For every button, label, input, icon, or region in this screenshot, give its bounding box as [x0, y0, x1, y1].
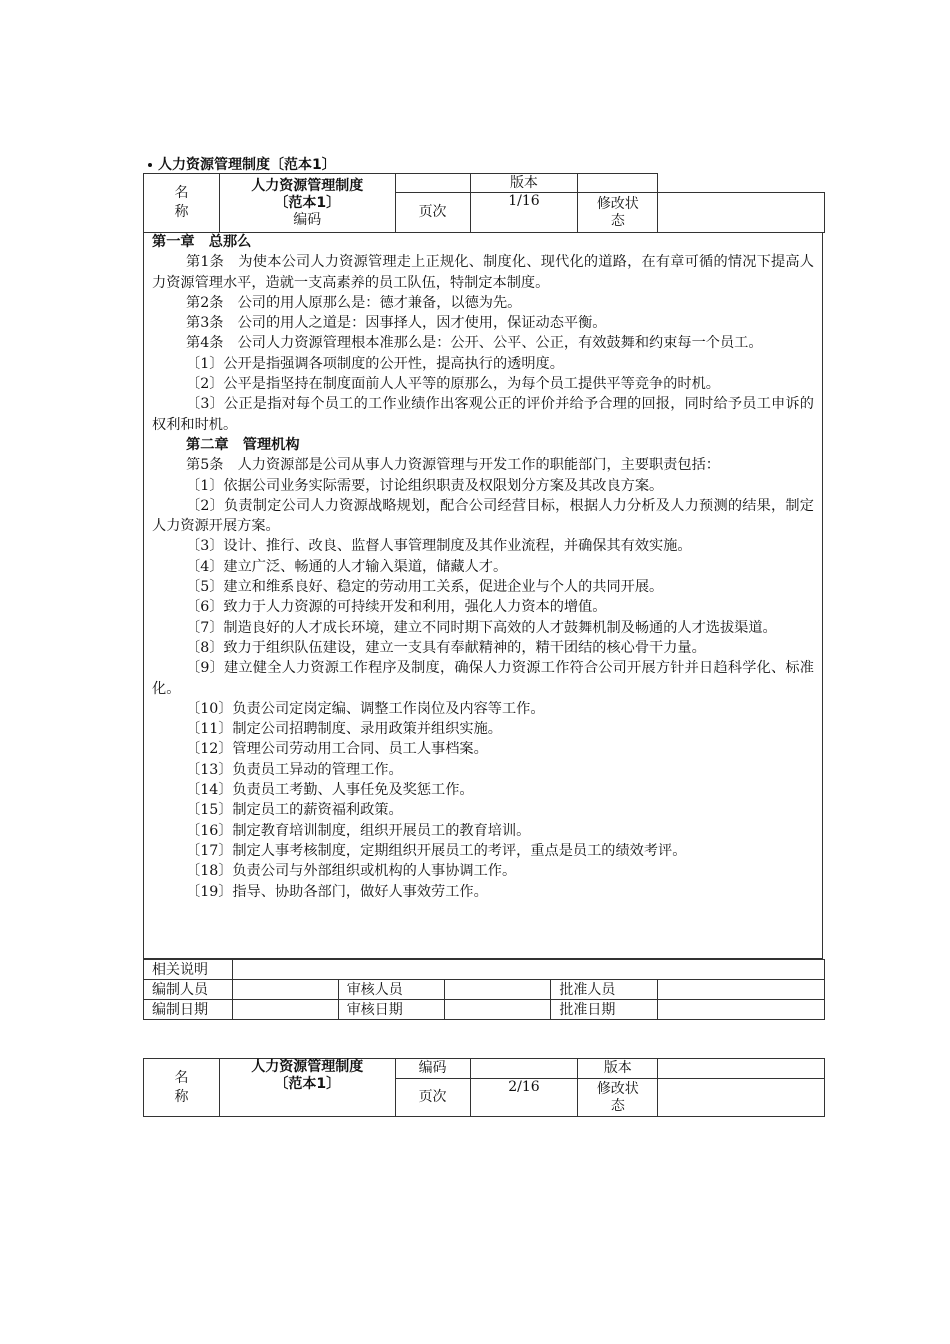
bullet-icon	[148, 163, 152, 167]
code-value	[395, 174, 470, 193]
page-value: 2/16	[470, 1079, 578, 1117]
code-label: 编码	[293, 211, 322, 228]
duty-item: 〔2〕负责制定公司人力资源战略规划，配合公司经营目标，根据人力分析及人力预测的结果，制定人力资源开展方案。	[152, 497, 814, 535]
reviewed-date-value	[444, 1000, 551, 1020]
duty-item: 〔6〕致力于人力资源的可持续开发和利用，强化人力资本的增值。	[186, 599, 607, 616]
duty-item: 〔10〕负责公司定岗定编、调整工作岗位及内容等工作。	[186, 700, 545, 717]
article: 第4条 公司人力资源管理根本准那么是：公开、公平、公正，有效鼓舞和约束每一个员工。	[186, 335, 763, 352]
code-label: 编码	[395, 1059, 470, 1079]
approved-date-label: 批准日期	[551, 1000, 658, 1020]
article-item: 〔1〕公开是指强调各项制度的公开性，提高执行的透明度。	[186, 355, 564, 372]
duty-item: 〔3〕设计、推行、改良、监督人事管理制度及其作业流程，并确保其有效实施。	[186, 538, 692, 555]
duty-item: 〔8〕致力于组织队伍建设，建立一支具有奉献精神的，精干团结的核心骨干力量。	[186, 639, 706, 656]
duty-item: 〔15〕制定员工的薪资福利政策。	[186, 802, 403, 819]
version-value	[658, 1059, 825, 1079]
prepared-date-label: 编制日期	[144, 1000, 233, 1020]
status-label: 修改状 态	[578, 193, 658, 233]
article-item: 〔3〕公正是指对每个员工的工作业绩作出客观公正的评价并给予合理的回报，同时给予员工申诉的权利和时机。	[152, 396, 814, 433]
reviewed-date-label: 审核日期	[338, 1000, 444, 1020]
chapter-heading: 第二章 管理机构	[186, 436, 300, 453]
heading-text: 人力资源管理制度〔范本1〕	[158, 157, 336, 173]
version-label: 版本	[578, 1059, 658, 1079]
related-value	[232, 960, 824, 980]
signoff-table	[143, 959, 825, 1020]
article-item: 〔2〕公平是指坚持在制度面前人人平等的原那么，为每个员工提供平等竞争的时机。	[186, 376, 720, 393]
duty-item: 〔5〕建立和维系良好、稳定的劳动用工关系，促进企业与个人的共同开展。	[186, 579, 664, 596]
duty-item: 〔11〕制定公司招聘制度、录用政策并组织实施。	[186, 721, 502, 738]
status-value	[658, 193, 825, 233]
article: 第1条 为使本公司人力资源管理走上正规化、制度化、现代化的道路，在有章可循的情况下提高人力资源管理水平，造就一支高素养的员工队伍，特制定本制度。	[152, 254, 814, 291]
status-value	[658, 1079, 825, 1117]
duty-item: 〔7〕制造良好的人才成长环境，建立不同时期下高效的人才鼓舞机制及畅通的人才选拔渠道。	[186, 619, 777, 636]
doc-title-cell	[219, 1059, 395, 1117]
duty-item: 〔17〕制定人事考核制度，定期组织开展员工的考评，重点是员工的绩效考评。	[186, 842, 687, 859]
status-label: 修改状 态	[578, 1079, 658, 1117]
duty-item: 〔16〕制定教育培训制度，组织开展员工的教育培训。	[186, 822, 531, 839]
duty-item: 〔9〕建立健全人力资源工作程序及制度，确保人力资源工作符合公司开展方针并日趋科学化、标准化。	[152, 660, 814, 697]
header-table-1	[143, 173, 825, 233]
doc-title: 人力资源管理制度	[251, 177, 364, 194]
approved-by-value	[658, 980, 825, 1000]
document-body	[143, 232, 823, 959]
duty-item: 〔18〕负责公司与外部组织或机构的人事协调工作。	[186, 863, 517, 880]
page-label: 页次	[395, 193, 470, 233]
approved-date-value	[658, 1000, 825, 1020]
duty-item: 〔12〕管理公司劳动用工合同、员工人事档案。	[186, 741, 488, 758]
chapter-heading: 第一章 总那么	[152, 234, 252, 250]
document-heading	[148, 154, 336, 174]
name-label: 名 称	[144, 174, 220, 233]
approved-by-label: 批准人员	[551, 980, 658, 1000]
doc-title: 人力资源管理制度	[251, 1059, 364, 1075]
prepared-by-label: 编制人员	[144, 980, 233, 1000]
article: 第3条 公司的用人之道是：因事择人，因才使用，保证动态平衡。	[186, 315, 607, 332]
page-value: 1/16	[470, 193, 578, 233]
article: 第2条 公司的用人原那么是：德才兼备，以德为先。	[186, 294, 522, 311]
duty-item: 〔1〕依据公司业务实际需要，讨论组织职责及权限划分方案及其改良方案。	[186, 477, 664, 494]
article: 第5条 人力资源部是公司从事人力资源管理与开发工作的职能部门，主要职责包括：	[186, 457, 720, 474]
reviewed-by-value	[444, 980, 551, 1000]
page-label: 页次	[395, 1079, 470, 1117]
duty-item: 〔14〕负责员工考勤、人事任免及奖惩工作。	[186, 782, 474, 799]
prepared-date-value	[232, 1000, 338, 1020]
prepared-by-value	[232, 980, 338, 1000]
doc-title-sub: 〔范本1〕	[274, 194, 341, 211]
version-value	[578, 174, 658, 193]
duty-item: 〔13〕负责员工异动的管理工作。	[186, 761, 403, 778]
doc-title-sub: 〔范本1〕	[274, 1076, 341, 1092]
name-label: 名 称	[144, 1059, 220, 1117]
related-label: 相关说明	[144, 960, 233, 980]
empty-cell	[658, 174, 825, 193]
doc-title-cell	[219, 174, 395, 233]
duty-item: 〔19〕指导、协助各部门，做好人事效劳工作。	[186, 883, 488, 900]
reviewed-by-label: 审核人员	[338, 980, 444, 1000]
code-value	[470, 1059, 578, 1079]
version-label: 版本	[470, 174, 578, 193]
duty-item: 〔4〕建立广泛、畅通的人才输入渠道，储藏人才。	[186, 558, 508, 575]
header-table-2	[143, 1058, 825, 1117]
